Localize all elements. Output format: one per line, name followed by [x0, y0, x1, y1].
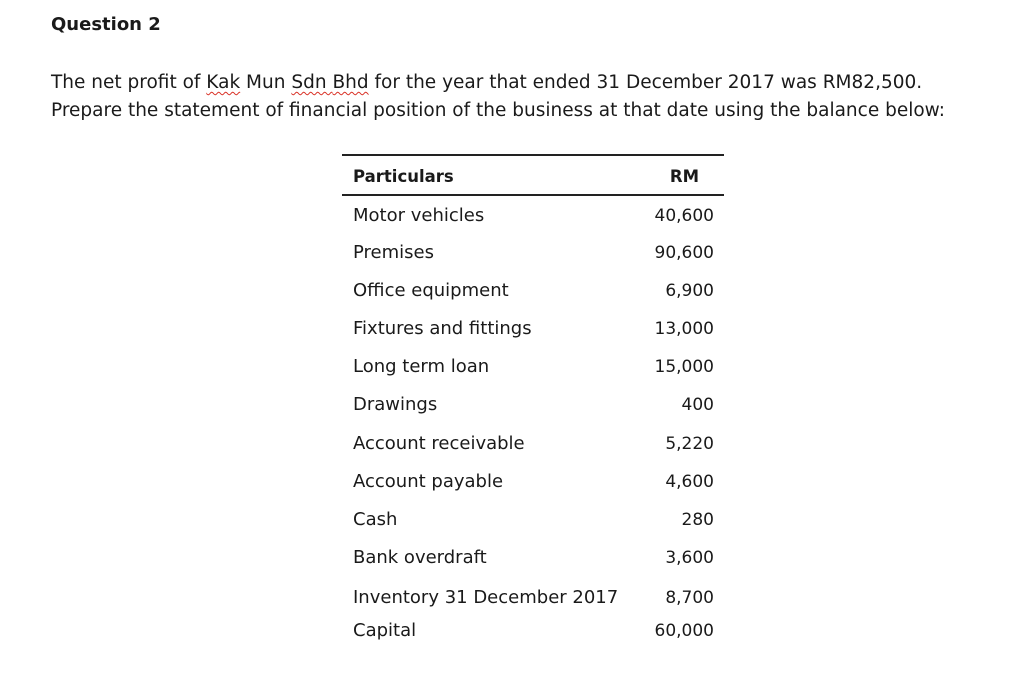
column-header-rm: RM: [669, 167, 699, 186]
text-segment: Mun: [240, 72, 292, 93]
column-header-particulars: Particulars: [353, 167, 454, 186]
row-amount: 60,000: [654, 621, 714, 641]
text-segment: The net profit of: [51, 72, 207, 93]
table-top-rule: [342, 154, 724, 156]
table-header-rule: [342, 194, 724, 196]
table-row: [342, 543, 724, 573]
row-amount: 5,220: [665, 434, 714, 454]
row-label: Drawings: [353, 394, 438, 415]
spellcheck-word-sdn: Sdn: [291, 72, 327, 93]
table-row: [342, 467, 724, 497]
row-amount: 280: [681, 510, 714, 530]
spellcheck-word-kak: Kak: [206, 72, 241, 93]
row-amount: 40,600: [654, 206, 714, 226]
table-row: [342, 505, 724, 535]
table-row: [342, 276, 724, 306]
row-amount: 15,000: [654, 357, 714, 377]
row-label: Motor vehicles: [353, 205, 485, 226]
row-label: Bank overdraft: [353, 547, 487, 568]
table-row: [342, 616, 724, 646]
row-label: Capital: [353, 620, 417, 641]
row-amount: 400: [681, 395, 714, 415]
question-text-line-2: Prepare the statement of financial position of the business at that date using the balance below:: [51, 100, 946, 121]
question-text-line-1: [51, 70, 922, 96]
row-label: Long term loan: [353, 356, 490, 377]
table-row: [342, 583, 724, 613]
table-row: [342, 314, 724, 344]
row-label: Cash: [353, 509, 398, 530]
spellcheck-word-bhd: Bhd: [332, 72, 369, 93]
row-label: Premises: [353, 242, 434, 263]
row-label: Office equipment: [353, 280, 509, 301]
table-row: [342, 238, 724, 268]
table-row: [342, 429, 724, 459]
row-label: Account payable: [353, 471, 504, 492]
row-label: Fixtures and fittings: [353, 318, 532, 339]
row-amount: 8,700: [665, 588, 714, 608]
row-amount: 3,600: [665, 548, 714, 568]
row-amount: 90,600: [654, 243, 714, 263]
text-segment: for the year that ended 31 December 2017 was RM82,500.: [368, 72, 923, 93]
row-amount: 4,600: [665, 472, 714, 492]
row-amount: 13,000: [654, 319, 714, 339]
row-label: Account receivable: [353, 433, 525, 454]
question-heading: Question 2: [51, 14, 161, 35]
table-row: [342, 390, 724, 420]
table-row: [342, 201, 724, 231]
row-label: Inventory 31 December 2017: [353, 587, 619, 608]
table-row: [342, 352, 724, 382]
row-amount: 6,900: [665, 281, 714, 301]
